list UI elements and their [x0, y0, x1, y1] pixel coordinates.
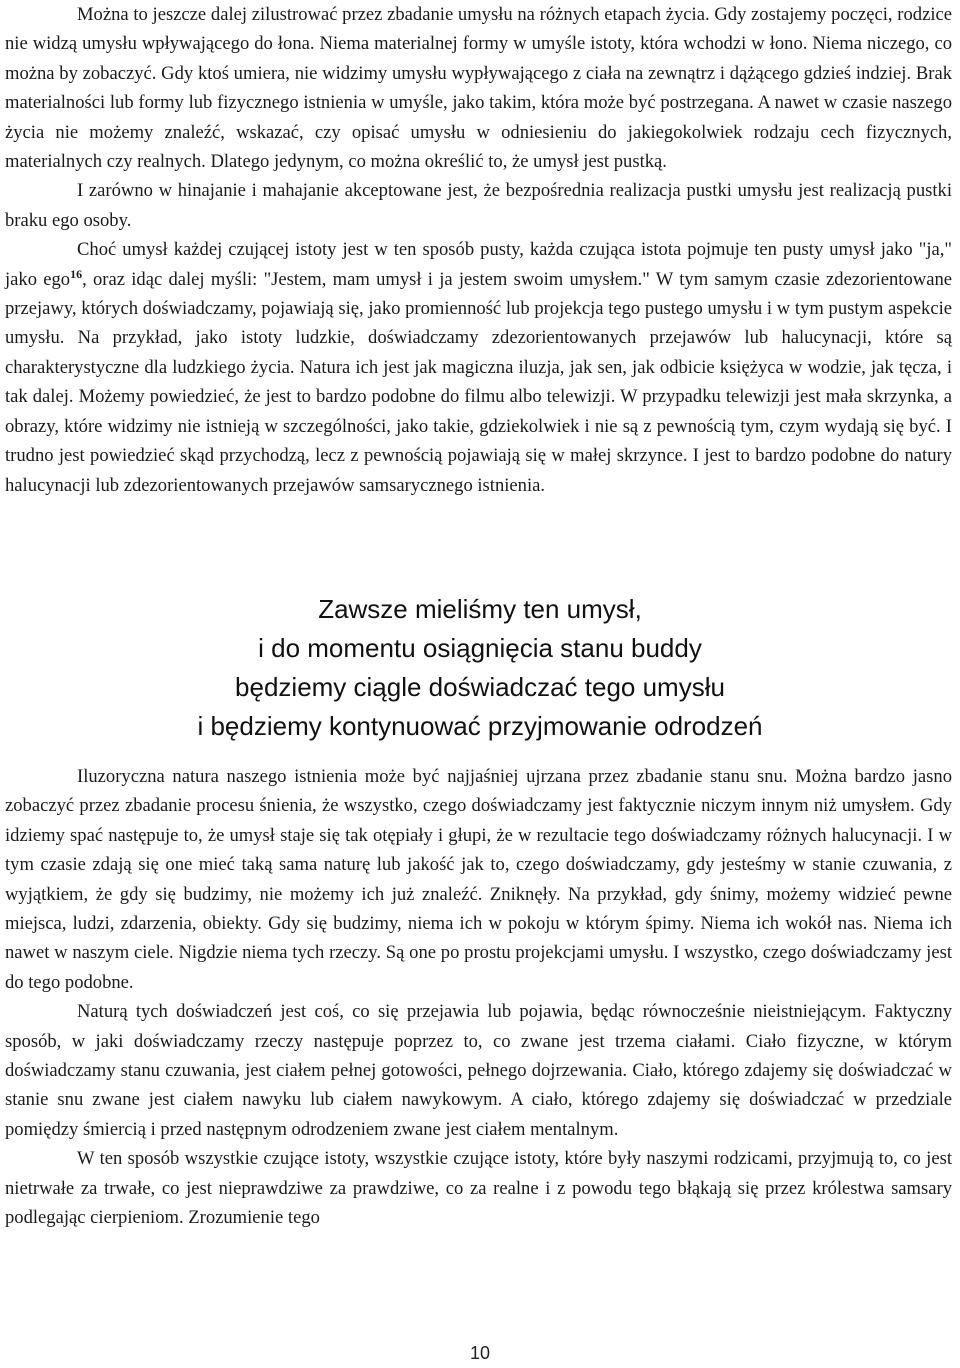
quote-line-3: będziemy ciągle doświadczać tego umysłu — [235, 672, 725, 702]
quote-line-1: Zawsze mieliśmy ten umysł, — [318, 594, 642, 624]
paragraph-3-part-2: , oraz idąc dalej myśli: "Jestem, mam umysł i ja jestem swoim umysłem." W tym samym czasie zdezorientowane przejawy, których doświadczamy, pojawiają się, jako promienność lub projekcja tego pustego umysłu i w tym pustym aspekcie umysłu. Na przykład, jako istoty ludzkie, doświadczamy zdezorientowanych przejawów lub halucynacji, które są charakterystyczne dla ludzkiego życia. Natura ich jest jak magiczna iluzja, jak sen, jak odbicie księżyca w wodzie, jak tęcza, i tak dalej. Możemy powiedzieć, że jest to bardzo podobne do filmu albo telewizji. W przypadku telewizji jest mała skrzynka, a obrazy, które widzimy nie istnieją w szczególności, jako takie, gdziekolwiek i nie są z pewnością tym, czym wydają się być. I trudno jest powiedzieć skąd przychodzą, lecz z pewnością pojawiają się w małej skrzynce. I jest to bardzo podobne do natury halucynacji lub zdezorientowanych przejawów samsarycznego istnienia. — [5, 268, 952, 496]
paragraph-1: Można to jeszcze dalej zilustrować przez zbadanie umysłu na różnych etapach życia. Gdy zostajemy poczęci, rodzice nie widzą umysłu wpływającego do łona. Niema materialnej formy w umyśle istoty, która wchodzi w łono. Niema niczego, co można by zobaczyć. Gdy ktoś umiera, nie widzimy umysłu wypływającego z ciała na zewnątrz i dążącego gdzieś indziej. Brak materialności lub formy lub fizycznego istnienia w umyśle, jako takim, która może być postrzegana. A nawet w czasie naszego życia nie możemy znaleźć, wskazać, czy opisać umysłu w odniesieniu do jakiegokolwiek rodzaju cech fizycznych, materialnych czy realnych. Dlatego jedynym, co można określić to, że umysł jest pustką. — [5, 4, 952, 173]
quote-line-2: i do momentu osiągnięcia stanu buddy — [258, 633, 702, 663]
body-text-top — [5, 0, 952, 500]
paragraph-3-part-1: Choć umysł każdej czującej istoty jest w ten sposób pusty, każda czująca istota pojmuje ten pusty umysł jako "ja," jako ego — [5, 239, 952, 290]
paragraph-4: Iluzoryczna natura naszego istnienia może być najjaśniej ujrzana przez zbadanie stanu snu. Można bardzo jasno zobaczyć przez zbadanie procesu śnienia, że wszystko, czego doświadczamy jest faktycznie niczym innym niż umysłem. Gdy idziemy spać następuje to, że umysł staje się tak otępiały i głupi, że w rezultacie tego doświadczamy różnych halucynacji. I w tym czasie zdają się one mieć taką sama naturę lub jakość jak to, czego doświadczamy, gdy jesteśmy w stanie czuwania, z wyjątkiem, że gdy się budzimy, nie możemy ich już znaleźć. Zniknęły. Na przykład, gdy śnimy, możemy widzieć pewne miejsca, ludzi, zdarzenia, obiekty. Gdy się budzimy, niema ich w pokoju w którym śpimy. Niema ich wokół nas. Niema ich nawet w naszym ciele. Nigdzie niema tych rzeczy. Są one po prostu projekcjami umysłu. I wszystko, czego doświadczamy jest do tego podobne. — [5, 766, 952, 993]
quote-line-4: i będziemy kontynuować przyjmowanie odrodzeń — [197, 711, 763, 741]
footnote-marker[interactable]: 16 — [70, 266, 83, 281]
paragraph-2: I zarówno w hinajanie i mahajanie akceptowane jest, że bezpośrednia realizacja pustki umysłu jest realizacją pustki braku ego osoby. — [5, 180, 952, 231]
paragraph-5: Naturą tych doświadczeń jest coś, co się przejawia lub pojawia, będąc równocześnie nieistniejącym. Faktyczny sposób, w jaki doświadczamy rzeczy następuje poprzez to, co zwane jest trzema ciałami. Ciało fizyczne, w którym doświadczamy stanu czuwania, jest ciałem pełnej gotowości, pełnego dojrzewania. Ciało, którego zdajemy się doświadczać w stanie snu zwane jest ciałem nawyku lub ciałem nawykowym. A ciało, którego zdajemy się doświadczać w przedziale pomiędzy śmiercią i przed następnym odrodzeniem zwane jest ciałem mentalnym. — [5, 1001, 952, 1140]
pull-quote — [0, 590, 960, 746]
paragraph-6: W ten sposób wszystkie czujące istoty, wszystkie czujące istoty, które były naszymi rodzicami, przyjmują to, co jest nietrwałe za trwałe, co jest nieprawdziwe za prawdziwe, co za realne i z powodu tego błąkają się przez królestwa samsary podlegając cierpieniom. Zrozumienie tego — [5, 1148, 952, 1229]
body-text-bottom — [5, 762, 952, 1233]
page-number: 10 — [469, 1343, 491, 1363]
paragraph-3 — [5, 235, 952, 500]
